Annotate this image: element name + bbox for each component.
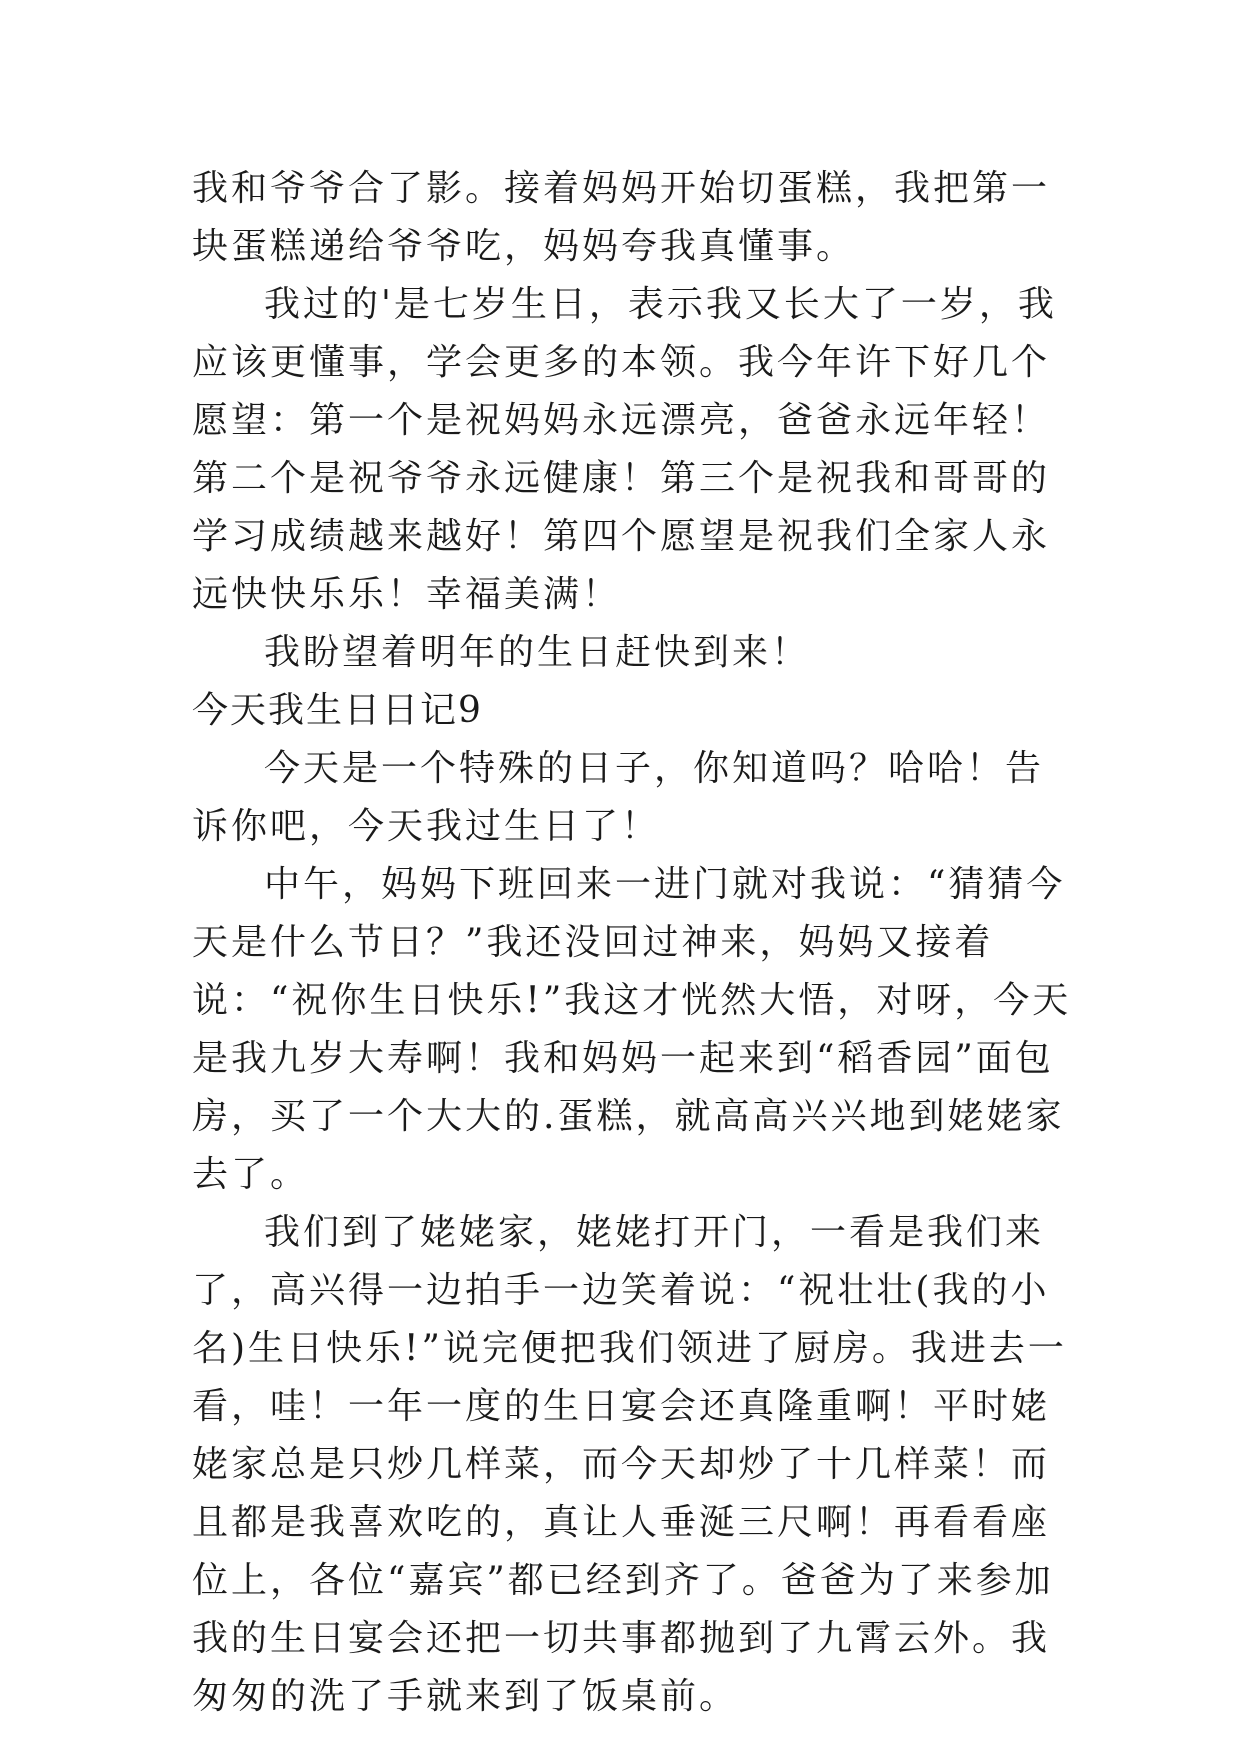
paragraph-2: 我过的'是七岁生日，表示我又长大了一岁，我应该更懂事，学会更多的本领。我今年许下好几个愿望：第一个是祝妈妈永远漂亮，爸爸永远年轻！第二个是祝爷爷永远健康！第三个是祝我和哥哥的学习成绩越来越好！第四个愿望是祝我们全家人永远快快乐乐！幸福美满！ — [192, 284, 1057, 615]
section-heading: 今天我生日日记9 — [192, 690, 483, 731]
paragraph-3: 我盼望着明年的生日赶快到来！ — [264, 632, 811, 673]
paragraph-6: 我们到了姥姥家，姥姥打开门，一看是我们来了，高兴得一边拍手一边笑着说：“祝壮壮(我的小名)生日快乐!”说完便把我们领进了厨房。我进去一看，哇！一年一度的生日宴会还真隆重啊！平时姥姥家总是只炒几样菜，而今天却炒了十几样菜！而且都是我喜欢吃的，真让人垂涎三尺啊！再看看座位上，各位“嘉宾”都已经到齐了。爸爸为了来参加我的生日宴会还把一切共事都抛到了九霄云外。我匆匆的洗了手就来到了饭桌前。 — [192, 1212, 1067, 1717]
paragraph-1: 我和爷爷合了影。接着妈妈开始切蛋糕，我把第一块蛋糕递给爷爷吃，妈妈夸我真懂事。 — [192, 168, 1051, 267]
document-body — [192, 160, 1072, 1726]
paragraph-4: 今天是一个特殊的日子，你知道吗？哈哈！告诉你吧，今天我过生日了！ — [192, 748, 1045, 847]
paragraph-5: 中午，妈妈下班回来一进门就对我说：“猜猜今天是什么节日？”我还没回过神来，妈妈又接着说：“祝你生日快乐!”我这才恍然大悟，对呀，今天是我九岁大寿啊！我和妈妈一起来到“稻香园”面包房，买了一个大大的.蛋糕，就高高兴兴地到姥姥家去了。 — [192, 864, 1072, 1195]
